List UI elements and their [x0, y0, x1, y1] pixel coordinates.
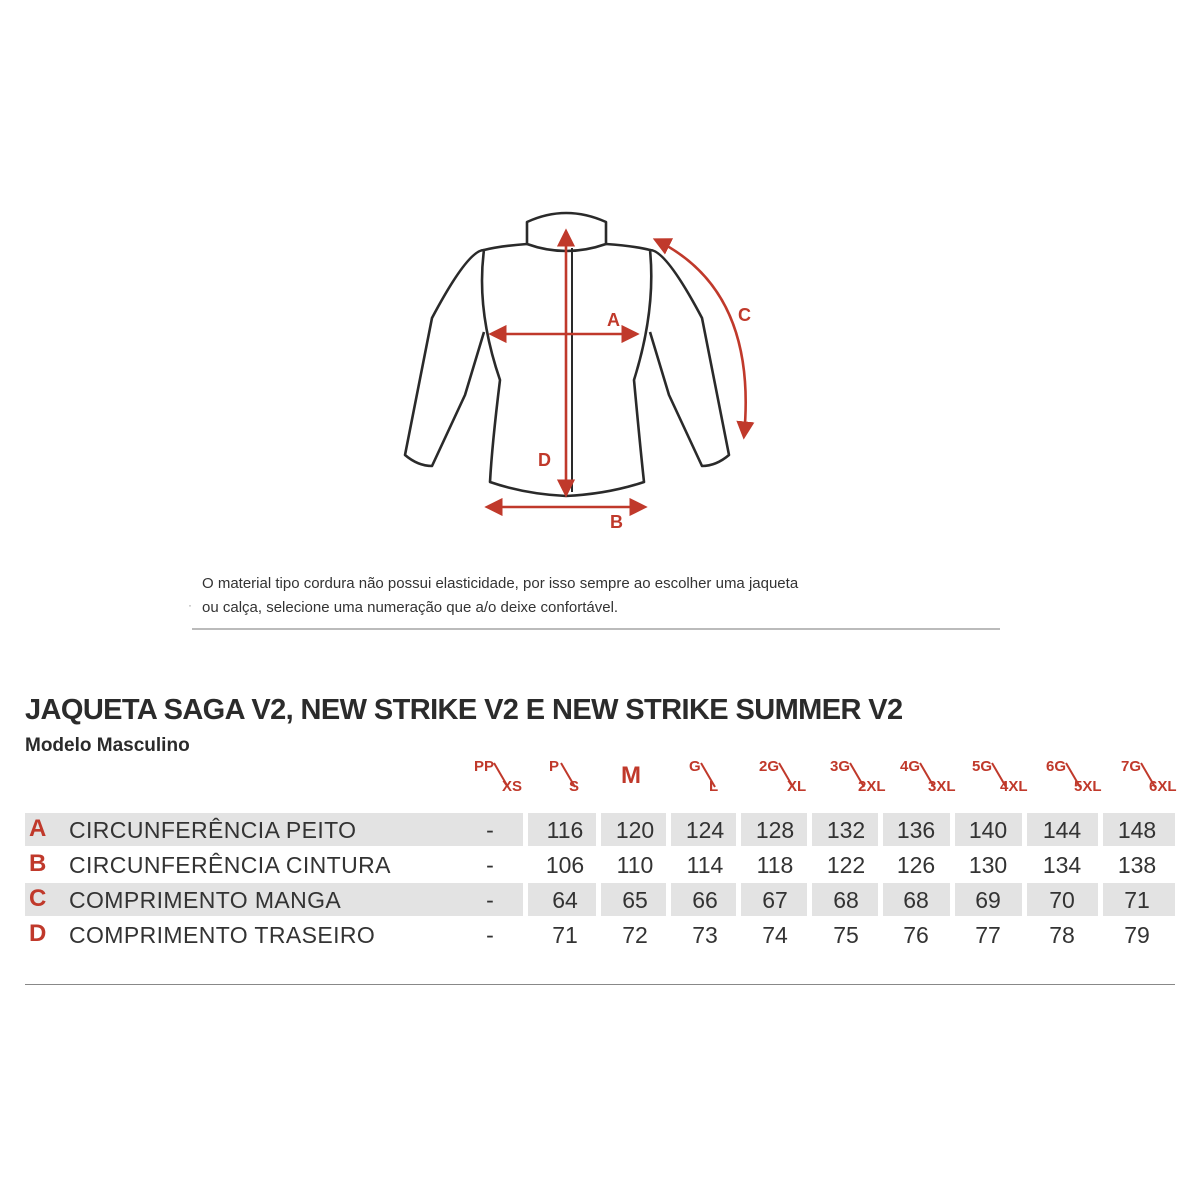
table-row: [25, 813, 1175, 846]
table-cell: 70: [1049, 887, 1075, 913]
size-header: [890, 758, 956, 802]
material-note: [202, 572, 992, 620]
size-label: M: [621, 762, 641, 789]
size-label-intl: L: [709, 778, 719, 795]
table-cell: 74: [762, 922, 788, 948]
row-letter: C: [29, 885, 47, 912]
label-c: C: [738, 305, 751, 325]
table-cell: 76: [903, 922, 929, 948]
table-cell: 69: [975, 887, 1001, 913]
table-row: [25, 883, 1175, 916]
note-line-1: O material tipo cordura não possui elasticidade, por isso sempre ao escolher uma jaqueta: [202, 575, 799, 592]
table-cell: 138: [1117, 852, 1157, 878]
page-title: JAQUETA SAGA V2, NEW STRIKE V2 E NEW STRIKE SUMMER V2: [25, 694, 903, 726]
table-cell: 71: [1124, 887, 1150, 913]
label-d: D: [538, 450, 551, 470]
row-label: CIRCUNFERÊNCIA CINTURA: [69, 852, 391, 878]
table-cell: 118: [756, 852, 794, 878]
table-cell: 130: [968, 852, 1008, 878]
table-cell: 75: [833, 922, 859, 948]
size-header: [609, 758, 669, 802]
note-bullet: ·: [188, 598, 192, 612]
size-header: [679, 758, 739, 802]
table-cell: 110: [616, 852, 654, 878]
size-label-intl: XS: [502, 778, 523, 795]
row-letter: A: [29, 815, 47, 842]
table-cell: 73: [692, 922, 718, 948]
size-label-intl: 3XL: [928, 778, 956, 795]
note-line-2: ou calça, selecione uma numeração que a/o deixe confortável.: [202, 599, 619, 616]
arrow-c: [656, 240, 746, 436]
label-a: A: [607, 310, 620, 330]
table-cell: -: [486, 817, 494, 843]
row-letter: B: [29, 850, 47, 877]
table-cell: 72: [622, 922, 648, 948]
size-label-br: 7G: [1121, 758, 1142, 775]
table-cell: -: [486, 852, 494, 878]
size-header: [1036, 758, 1102, 802]
size-header: [749, 758, 809, 802]
table-row: [25, 848, 1175, 881]
table-cell: 120: [615, 817, 655, 843]
table-cell: 78: [1049, 922, 1075, 948]
row-letter: D: [29, 920, 47, 947]
size-label-br: 5G: [972, 758, 993, 775]
table-cell: 114: [686, 852, 724, 878]
size-label-intl: S: [569, 778, 580, 795]
table-cell: 144: [1042, 817, 1082, 843]
table-cell: 116: [546, 817, 584, 843]
size-label-br: 3G: [830, 758, 851, 775]
table-cell: 65: [622, 887, 648, 913]
page-subtitle: Modelo Masculino: [25, 735, 190, 756]
table-cell: 106: [545, 852, 585, 878]
size-label-intl: 2XL: [858, 778, 886, 795]
size-header: [962, 758, 1028, 802]
table-cell: 67: [762, 887, 788, 913]
table-cell: 132: [826, 817, 866, 843]
table-cell: 122: [826, 852, 866, 878]
table-cell: 71: [552, 922, 578, 948]
table-row: [25, 918, 1175, 951]
table-cell: 140: [968, 817, 1008, 843]
table-cell: 128: [755, 817, 795, 843]
table-cell: 77: [975, 922, 1001, 948]
size-label-intl: 6XL: [1149, 778, 1177, 795]
size-header: [539, 758, 599, 802]
size-label-intl: XL: [787, 778, 807, 795]
size-label-br: 6G: [1046, 758, 1067, 775]
table-cell: -: [486, 922, 494, 948]
row-label: COMPRIMENTO MANGA: [69, 887, 342, 913]
bottom-divider: [25, 984, 1175, 985]
size-label-br: G: [689, 758, 701, 775]
table-cell: 64: [552, 887, 578, 913]
table-cell: 136: [896, 817, 936, 843]
size-label-br: P: [549, 758, 560, 775]
table-cell: 124: [685, 817, 725, 843]
size-label-br: 2G: [759, 758, 780, 775]
size-header: [464, 758, 524, 802]
jacket-measurement-diagram: [0, 0, 1200, 560]
table-cell: 148: [1117, 817, 1157, 843]
note-divider: [192, 628, 1000, 630]
table-cell: 68: [833, 887, 859, 913]
table-cell: 134: [1042, 852, 1082, 878]
size-label-br: PP: [474, 758, 495, 775]
row-label: CIRCUNFERÊNCIA PEITO: [69, 817, 357, 843]
size-label-br: 4G: [900, 758, 921, 775]
table-cell: 126: [896, 852, 936, 878]
size-header: [820, 758, 886, 802]
size-header: [1111, 758, 1177, 802]
size-label-intl: 5XL: [1074, 778, 1102, 795]
label-b: B: [610, 512, 623, 532]
table-cell: 79: [1124, 922, 1150, 948]
table-cell: 66: [692, 887, 718, 913]
row-label: COMPRIMENTO TRASEIRO: [69, 922, 376, 948]
table-cell: -: [486, 887, 494, 913]
table-cell: 68: [903, 887, 929, 913]
size-label-intl: 4XL: [1000, 778, 1028, 795]
